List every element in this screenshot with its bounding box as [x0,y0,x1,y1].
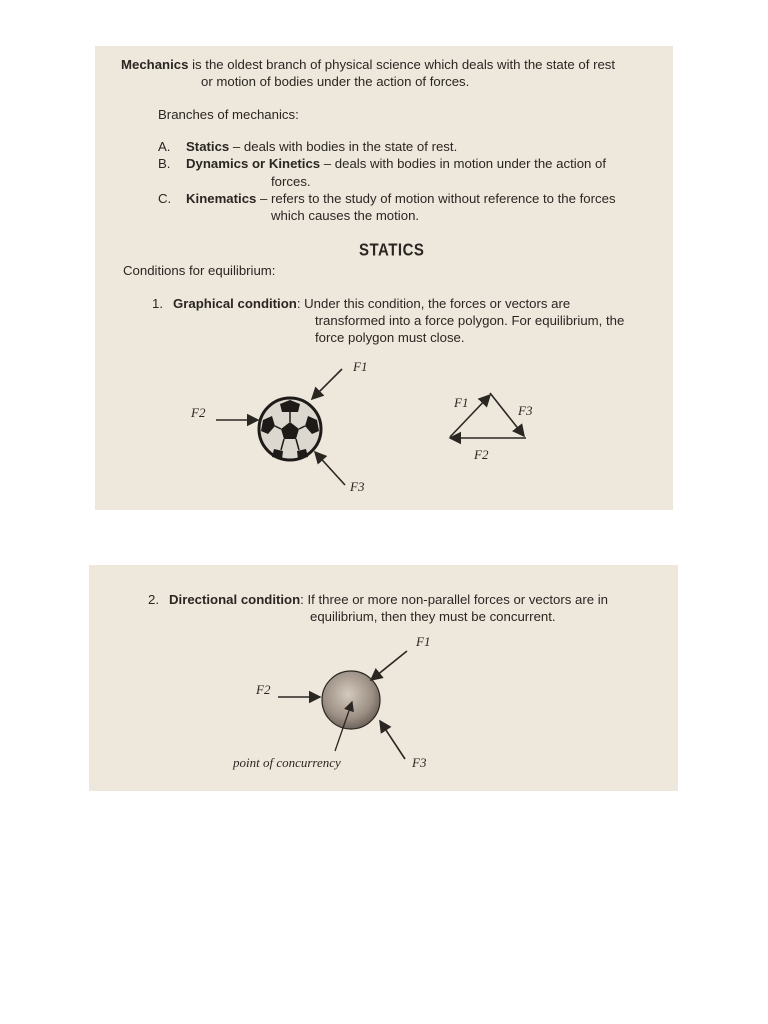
fig2-label-f3: F3 [412,755,427,770]
condition-2-number: 2. [148,592,159,607]
branch-b-term: Dynamics or Kinetics [186,156,321,171]
branch-c-desc: – refers to the study of motion without reference to the forces [256,191,616,206]
fig2-f1-arrow [371,651,407,680]
fig1-label-f3: F3 [350,479,365,494]
fig2-f3-arrow [380,721,405,759]
condition-2-line-2: equilibrium, then they must be concurrent. [310,609,556,624]
statics-title: STATICS [359,240,425,261]
fig1-label-f1: F1 [353,359,368,374]
mechanics-term: Mechanics [121,57,189,72]
condition-1-line-2: transformed into a force polygon. For equilibrium, the [315,313,625,328]
branch-c-term: Kinematics [186,191,257,206]
branch-a-letter: A. [158,139,171,154]
branch-a-term: Statics [186,139,230,154]
fig1-label-f2: F2 [191,405,206,420]
condition-1-line-3: force polygon must close. [315,330,465,345]
conditions-heading: Conditions for equilibrium: [123,263,276,278]
branches-heading: Branches of mechanics: [158,107,299,122]
fig2-label-f2: F2 [256,682,271,697]
condition-1-term: Graphical condition [173,296,297,311]
branch-b-cont: forces. [271,174,311,189]
branch-a-desc: – deals with bodies in the state of rest. [229,139,458,154]
branch-b-letter: B. [158,156,171,171]
polygon-label-f1: F1 [454,395,469,410]
polygon-label-f2: F2 [474,447,489,462]
branch-b-desc: – deals with bodies in motion under the action of [320,156,607,171]
concurrency-label: point of concurrency [233,755,341,770]
branch-c-cont: which causes the motion. [271,208,420,223]
condition-2-term: Directional condition [169,592,301,607]
condition-1-text: : Under this condition, the forces or vectors are [296,296,571,311]
branch-c-letter: C. [158,191,172,206]
fig2-label-f1: F1 [416,634,431,649]
intro-line-1-text: is the oldest branch of physical science which deals with the state of rest [188,57,616,72]
condition-2-text: : If three or more non-parallel forces or vectors are in [300,592,608,607]
polygon-label-f3: F3 [518,403,533,418]
condition-1-number: 1. [152,296,163,311]
intro-line-2: or motion of bodies under the action of forces. [201,74,470,89]
